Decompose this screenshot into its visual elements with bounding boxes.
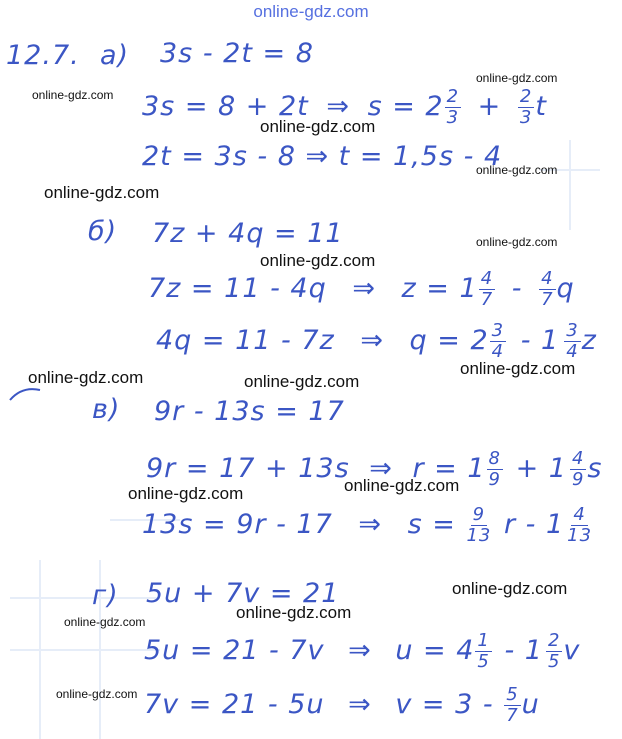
label-b: б) <box>88 216 118 247</box>
d-line1-frac1: $\frac{1}{5}$ <box>477 630 490 672</box>
c-line1-frac1: $\frac{8}{9}$ <box>488 448 501 490</box>
watermark[interactable]: online-gdz.com <box>260 251 376 270</box>
watermark[interactable]: online-gdz.com <box>344 476 460 495</box>
c-line2-frac1: $\frac{9}{13}$ <box>466 504 492 546</box>
watermark[interactable]: online-gdz.com <box>56 687 138 701</box>
a-line1-frac2: $\frac{2}{3}$ <box>519 86 533 128</box>
equation-d: 5u + 7v = 21 <box>146 578 340 609</box>
c-line1: 9r = 17 + 13s ⇒ r = 1 $\frac{8}{9}$ + 1 $\frac{4}{9}$ s <box>146 448 603 490</box>
label-d: г) <box>92 580 119 611</box>
d-line2-frac1: $\frac{5}{7}$ <box>506 684 519 726</box>
b-line1-frac2: $\frac{4}{7}$ <box>541 268 554 310</box>
a-line1: 3s = 8 + 2t ⇒ s = 2 $\frac{2}{3}$ + $\frac{2}{3}$ t <box>142 86 547 128</box>
b-line2: 4q = 11 - 7z ⇒ q = 2 $\frac{3}{4}$ - 1 $\frac{3}{4}$ z <box>156 320 597 362</box>
watermark[interactable]: online-gdz.com <box>452 579 568 598</box>
a-line1-frac1: $\frac{2}{3}$ <box>446 86 460 128</box>
watermark[interactable]: online-gdz.com <box>460 359 576 378</box>
equation-c: 9r - 13s = 17 <box>154 396 345 427</box>
label-a: а) <box>100 40 130 71</box>
d-line1-frac2: $\frac{2}{5}$ <box>547 630 561 672</box>
equation-b: 7z + 4q = 11 <box>152 218 344 249</box>
label-c: в) <box>92 394 121 425</box>
watermark[interactable]: online-gdz.com <box>128 484 244 503</box>
watermark-top[interactable]: online-gdz.com <box>253 2 369 21</box>
c-line2-frac2: $\frac{4}{13}$ <box>567 504 593 546</box>
problem-number: 12.7. <box>6 40 80 71</box>
watermark[interactable]: online-gdz.com <box>476 163 558 177</box>
watermark[interactable]: online-gdz.com <box>64 615 146 629</box>
d-line1: 5u = 21 - 7v ⇒ u = 4 $\frac{1}{5}$ - 1 $\frac{2}{5}$ v <box>144 630 581 672</box>
watermark[interactable]: online-gdz.com <box>44 183 160 202</box>
c-line2: 13s = 9r - 17 ⇒ s = $\frac{9}{13}$ r - 1 $\frac{4}{13}$ <box>142 504 593 546</box>
watermark[interactable]: online-gdz.com <box>236 603 352 622</box>
b-line2-frac2: $\frac{3}{4}$ <box>566 320 579 362</box>
watermark[interactable]: online-gdz.com <box>476 235 558 249</box>
watermark[interactable]: online-gdz.com <box>244 372 360 391</box>
watermark[interactable]: online-gdz.com <box>260 117 376 136</box>
d-line2: 7v = 21 - 5u ⇒ v = 3 - $\frac{5}{7}$ u <box>144 684 540 726</box>
b-line1-frac1: $\frac{4}{7}$ <box>480 268 494 310</box>
watermark[interactable]: online-gdz.com <box>476 71 558 85</box>
b-line2-frac1: $\frac{3}{4}$ <box>491 320 505 362</box>
watermark[interactable]: online-gdz.com <box>32 88 114 102</box>
margin-stroke <box>8 384 42 404</box>
c-line1-frac2: $\frac{4}{9}$ <box>571 448 585 490</box>
equation-a: 3s - 2t = 8 <box>160 38 314 69</box>
a-line2: 2t = 3s - 8 ⇒ t = 1,5s - 4 <box>142 141 503 172</box>
b-line1: 7z = 11 - 4q ⇒ z = 1 $\frac{4}{7}$ - $\frac{4}{7}$ q <box>148 268 575 310</box>
watermark[interactable]: online-gdz.com <box>28 368 144 387</box>
